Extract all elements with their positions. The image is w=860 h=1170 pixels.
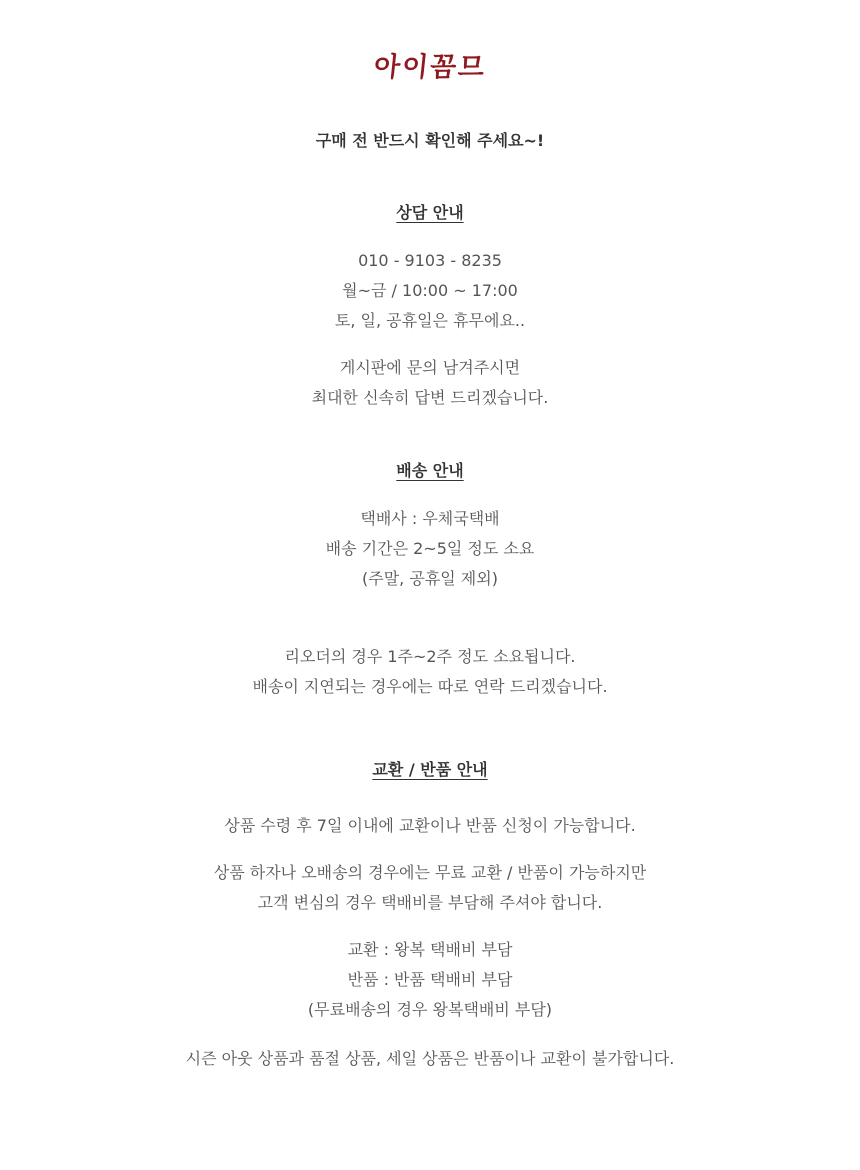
shipping-period: 배송 기간은 2~5일 정도 소요 (325, 539, 535, 558)
shipping-heading (0, 458, 860, 484)
consult-board-note: 게시판에 문의 남겨주시면 (339, 358, 521, 377)
consult-heading-text: 상담 안내 (396, 203, 464, 222)
consult-holidays: 토, 일, 공휴일은 휴무에요.. (334, 311, 526, 330)
shipping-heading-text: 배송 안내 (396, 461, 464, 480)
brand-logo: 아이꼼므 (372, 52, 488, 83)
consult-phone: 010 - 9103 - 8235 (358, 251, 502, 270)
purchase-notice: 구매 전 반드시 확인해 주세요~! (315, 131, 545, 150)
exchange-fee: 교환 : 왕복 택배비 부담 (347, 940, 513, 959)
shipping-reorder: 리오더의 경우 1주~2주 정도 소요됩니다. (284, 647, 576, 666)
free-shipping-note: (무료배송의 경우 왕복택배비 부담) (307, 1000, 553, 1019)
exchange-period: 상품 수령 후 7일 이내에 교환이나 반품 신청이 가능합니다. (224, 816, 636, 835)
no-return-note: 시즌 아웃 상품과 품절 상품, 세일 상품은 반품이나 교환이 불가합니다. (185, 1049, 675, 1068)
return-fee: 반품 : 반품 택배비 부담 (347, 970, 513, 989)
shipping-exclusion: (주말, 공휴일 제외) (362, 569, 498, 588)
shipping-delay: 배송이 지연되는 경우에는 따로 연락 드리겠습니다. (252, 677, 608, 696)
exchange-heading-text: 교환 / 반품 안내 (372, 760, 488, 779)
exchange-defect: 상품 하자나 오배송의 경우에는 무료 교환 / 반품이 가능하지만 (213, 863, 647, 882)
exchange-customer-change: 고객 변심의 경우 택배비를 부담해 주셔야 합니다. (257, 893, 603, 912)
consult-reply-note: 최대한 신속히 답변 드리겠습니다. (311, 388, 549, 407)
consult-heading (0, 200, 860, 226)
exchange-heading (0, 757, 860, 783)
consult-hours: 월~금 / 10:00 ~ 17:00 (342, 281, 518, 300)
shipping-courier: 택배사 : 우체국택배 (360, 509, 500, 528)
